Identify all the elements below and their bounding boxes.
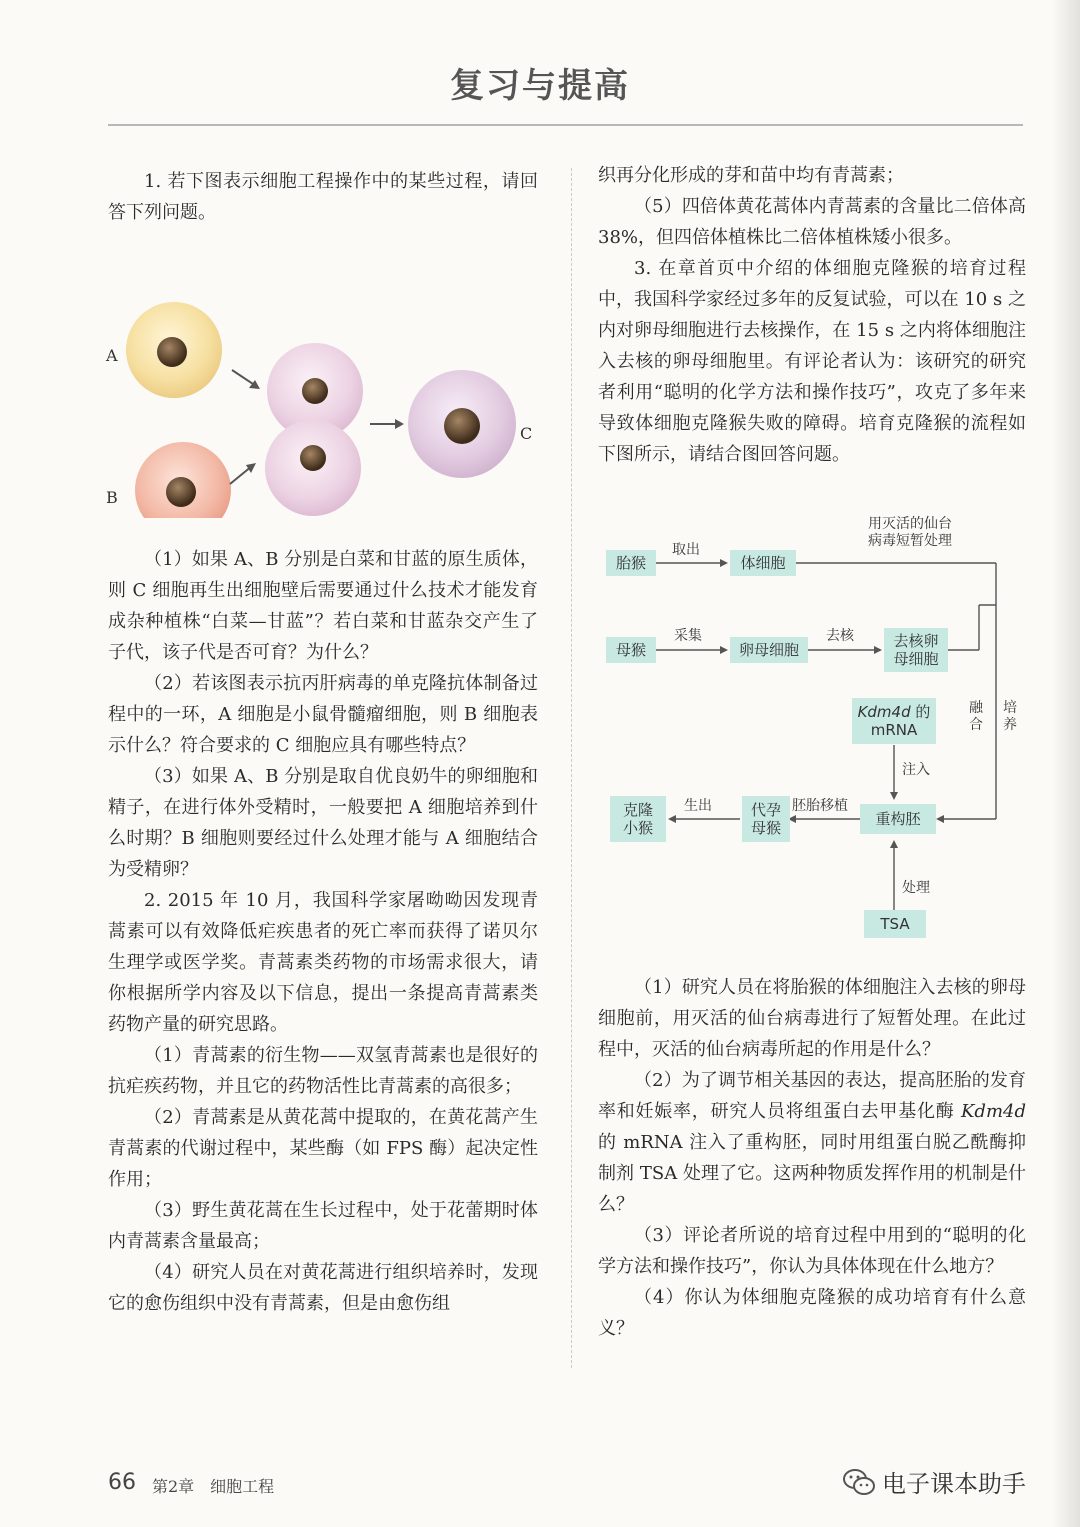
page-edge-shadow bbox=[1052, 0, 1080, 1527]
label-b: B bbox=[106, 488, 118, 507]
kdm4d-italic: Kdm4d bbox=[857, 703, 911, 721]
node-clone-line-2: 小猴 bbox=[622, 819, 653, 837]
question-1-part-1: （1）如果 A、B 分别是白菜和甘蓝的原生质体，则 C 细胞再生出细胞壁后需要通过什么技术才能发育成杂种植株“白菜—甘蓝”？若白菜和甘蓝杂交产生了子代，该子代是否可育？为什么？ bbox=[108, 549, 538, 663]
q3-2-text-b: 的 mRNA 注入了重构胚，同时用组蛋白脱乙酰酶抑制剂 TSA 处理了它。这两种物质发挥作用的机制是什么？ bbox=[598, 1132, 1026, 1215]
label-enucleate: 去核 bbox=[826, 628, 854, 644]
question-1-intro: 1. 若下图表示细胞工程操作中的某些过程，请回答下列问题。 bbox=[108, 171, 538, 223]
page-number: 66 bbox=[108, 1470, 136, 1495]
node-tsa: TSA bbox=[864, 910, 926, 938]
question-3-part-3: （3）评论者所说的培育过程中用到的“聪明的化学方法和操作技巧”，你认为具体体现在什么地方？ bbox=[598, 1225, 1026, 1277]
label-fusion-2: 合 bbox=[969, 717, 983, 733]
q3-2-text-a: （2）为了调节相关基因的表达，提高胚胎的发育率和妊娠率，研究人员将组蛋白去甲基化酶 bbox=[598, 1070, 1026, 1122]
chapter-label: 第2章 细胞工程 bbox=[152, 1477, 275, 1496]
page-title: 复习与提高 bbox=[450, 66, 630, 106]
label-embryo-transfer: 胚胎移植 bbox=[792, 798, 848, 814]
left-column bbox=[108, 166, 538, 1319]
question-3-part-4: （4）你认为体细胞克隆猴的成功培育有什么意义？ bbox=[598, 1287, 1026, 1339]
question-2-info-2: （2）青蒿素是从黄花蒿中提取的，在黄花蒿产生青蒿素的代谢过程中，某些酶（如 FPS 酶）起决定性作用； bbox=[108, 1107, 538, 1190]
question-2-intro: 2. 2015 年 10 月，我国科学家屠呦呦因发现青蒿素可以有效降低疟疾患者的死亡率而获得了诺贝尔生理学或医学奖。青蒿素类药物的市场需求很大，请你根据所学内容及以下信息，提出一条提高青蒿素类药物产量的研究思路。 bbox=[108, 890, 538, 1035]
column-divider bbox=[571, 168, 572, 1368]
node-cloned-monkey bbox=[610, 796, 666, 842]
question-2-info-5: （5）四倍体黄花蒿体内青蒿素的含量比二倍体高 38%，但四倍体植株比二倍体植株矮小很多。 bbox=[598, 196, 1026, 248]
label-c: C bbox=[520, 424, 533, 443]
watermark-text: 电子课本助手 bbox=[882, 1470, 1026, 1498]
right-column bbox=[598, 160, 1026, 1344]
label-a: A bbox=[106, 346, 118, 365]
label-birth: 生出 bbox=[684, 798, 712, 814]
cell-fusion-figure bbox=[108, 228, 538, 518]
question-3-intro: 3. 在章首页中介绍的体细胞克隆猴的培育过程中，我国科学家经过多年的反复试验，可以在 10 s 之内对卵母细胞进行去核操作，在 15 s 之内将体细胞注入去核的卵母细胞里。有评论者认为：该研究的研究者利用“聪明的化学方法和操作技巧”，攻克了多年来导致体细胞克隆猴失败的障碍。培育克隆猴的流程如下图所示，请结合图回答问题。 bbox=[598, 258, 1026, 465]
node-kdm4d-line-2: mRNA bbox=[870, 721, 918, 739]
question-2-info-1: （1）青蒿素的衍生物——双氢青蒿素也是很好的抗疟疾药物，并且它的药物活性比青蒿素的高很多； bbox=[108, 1045, 538, 1097]
node-enucleated-line-1: 去核卵 bbox=[893, 632, 939, 650]
label-fusion bbox=[968, 700, 984, 734]
question-3-part-2 bbox=[598, 1065, 1026, 1220]
wechat-icon bbox=[842, 1467, 876, 1497]
cell-fusion-illustration bbox=[108, 228, 538, 518]
node-surrogate-line-1: 代孕 bbox=[750, 801, 781, 819]
node-enucleated-oocyte bbox=[884, 628, 948, 672]
flowchart-tsa-area bbox=[598, 870, 1026, 938]
node-enucleated-line-2: 母细胞 bbox=[893, 650, 939, 668]
label-sendai-line-1: 用灭活的仙台 bbox=[868, 516, 952, 532]
question-3-part-1: （1）研究人员在将胎猴的体细胞注入去核的卵母细胞前，用灭活的仙台病毒进行了短暂处理。在此过程中，灭活的仙台病毒所起的作用是什么？ bbox=[598, 977, 1026, 1060]
label-fusion-1: 融 bbox=[969, 700, 983, 716]
question-2-info-4-continued: 织再分化形成的芽和苗中均有青蒿素； bbox=[598, 165, 904, 186]
node-somatic-cell: 体细胞 bbox=[730, 550, 796, 576]
node-kdm4d-mrna bbox=[852, 698, 936, 744]
label-sendai-virus bbox=[868, 516, 952, 550]
question-2-info-4: （4）研究人员在对黄花蒿进行组织培养时，发现它的愈伤组织中没有青蒿素，但是由愈伤组 bbox=[108, 1262, 538, 1314]
label-culture-2: 养 bbox=[1003, 717, 1017, 733]
node-surrogate-mother bbox=[742, 796, 790, 842]
tsa-connector bbox=[598, 870, 1026, 938]
question-1-part-3: （3）如果 A、B 分别是取自优良奶牛的卵细胞和精子，在进行体外受精时，一般要把 A 细胞培养到什么时期？B 细胞则要经过什么处理才能与 A 细胞结合为受精卵？ bbox=[108, 766, 538, 880]
node-mother-monkey: 母猴 bbox=[606, 637, 656, 663]
cloning-flowchart bbox=[598, 470, 1026, 870]
node-oocyte: 卵母细胞 bbox=[730, 637, 808, 663]
label-inject: 注入 bbox=[902, 762, 930, 778]
q3-2-kdm4d: Kdm4d bbox=[960, 1101, 1026, 1122]
question-2-info-3: （3）野生黄花蒿在生长过程中，处于花蕾期时体内青蒿素含量最高； bbox=[108, 1200, 538, 1252]
node-reconstructed-embryo: 重构胚 bbox=[860, 804, 936, 834]
label-take-out: 取出 bbox=[672, 542, 700, 558]
label-sendai-line-2: 病毒短暂处理 bbox=[868, 533, 952, 549]
question-1-part-2: （2）若该图表示抗丙肝病毒的单克隆抗体制备过程中的一环，A 细胞是小鼠骨髓瘤细胞，则 B 细胞表示什么？符合要求的 C 细胞应具有哪些特点？ bbox=[108, 673, 538, 756]
label-treat: 处理 bbox=[902, 880, 930, 896]
node-surrogate-line-2: 母猴 bbox=[750, 819, 781, 837]
label-collect: 采集 bbox=[674, 628, 702, 644]
watermark bbox=[842, 1464, 1026, 1499]
node-clone-line-1: 克隆 bbox=[622, 801, 653, 819]
kdm4d-de: 的 bbox=[910, 703, 931, 721]
node-fetal-monkey: 胎猴 bbox=[606, 550, 656, 576]
label-culture bbox=[1002, 700, 1018, 734]
label-culture-1: 培 bbox=[1003, 700, 1017, 716]
node-kdm4d-line-1 bbox=[858, 703, 931, 721]
title-rule bbox=[108, 124, 1023, 126]
